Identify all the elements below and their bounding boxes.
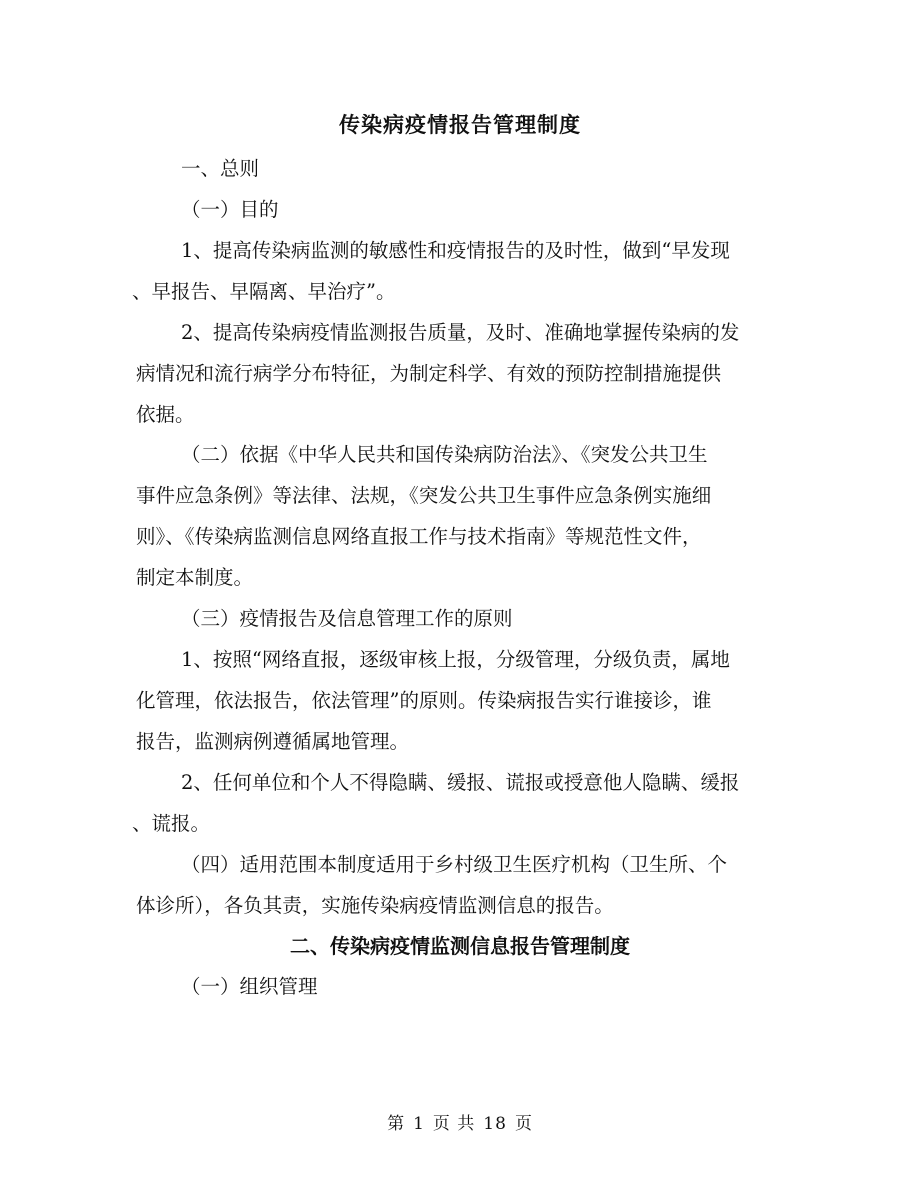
subsection-heading-principles: （三）疫情报告及信息管理工作的原则	[181, 607, 513, 630]
footer-page-number: 1	[413, 1114, 425, 1134]
paragraph-line: 2、提高传染病疫情监测报告质量，及时、准确地掌握传染病的发	[181, 321, 740, 344]
paragraph-line: 化管理，依法报告，依法管理”的原则。传染病报告实行谁接诊，谁	[136, 689, 712, 712]
paragraph-line: 制定本制度。	[136, 566, 254, 589]
paragraph-line: 事件应急条例》等法律、法规，《突发公共卫生事件应急条例实施细	[136, 484, 712, 507]
footer-label-middle: 页 共	[432, 1114, 476, 1134]
footer-total-pages: 18	[483, 1114, 507, 1134]
paragraph-line: 1、按照“网络直报，逐级审核上报，分级管理，分级负责，属地	[181, 648, 730, 671]
footer-label-first: 第	[387, 1114, 406, 1134]
paragraph-line: 报告，监测病例遵循属地管理。	[136, 730, 410, 753]
section-heading-reporting: 二、传染病疫情监测信息报告管理制度	[290, 934, 630, 958]
paragraph-line: 体诊所），各负其责，实施传染病疫情监测信息的报告。	[136, 894, 614, 917]
subsection-heading-purpose: （一）目的	[181, 198, 279, 221]
paragraph-line: （四）适用范围本制度适用于乡村级卫生医疗机构（卫生所、个	[181, 853, 728, 876]
paragraph-line: 则》、《传染病监测信息网络直报工作与技术指南》等规范性文件，	[136, 525, 702, 548]
section-heading-general: 一、总则	[181, 157, 260, 180]
paragraph-line: 1、提高传染病监测的敏感性和疫情报告的及时性，做到“早发现	[181, 239, 730, 262]
document-title: 传染病疫情报告管理制度	[339, 112, 581, 137]
paragraph-line: 、早报告、早隔离、早治疗”。	[132, 280, 396, 303]
footer-label-last: 页	[514, 1114, 533, 1134]
paragraph-line: 2、任何单位和个人不得隐瞒、缓报、谎报或授意他人隐瞒、缓报	[181, 771, 740, 794]
paragraph-line: 病情况和流行病学分布特征，为制定科学、有效的预防控制措施提供	[136, 362, 722, 385]
subsection-heading-organization: （一）组织管理	[181, 975, 318, 998]
paragraph-line: （二）依据《中华人民共和国传染病防治法》、《突发公共卫生	[181, 443, 708, 466]
page-footer	[0, 1111, 920, 1137]
paragraph-line: 、谎报。	[132, 812, 211, 835]
paragraph-line: 依据。	[136, 403, 195, 426]
